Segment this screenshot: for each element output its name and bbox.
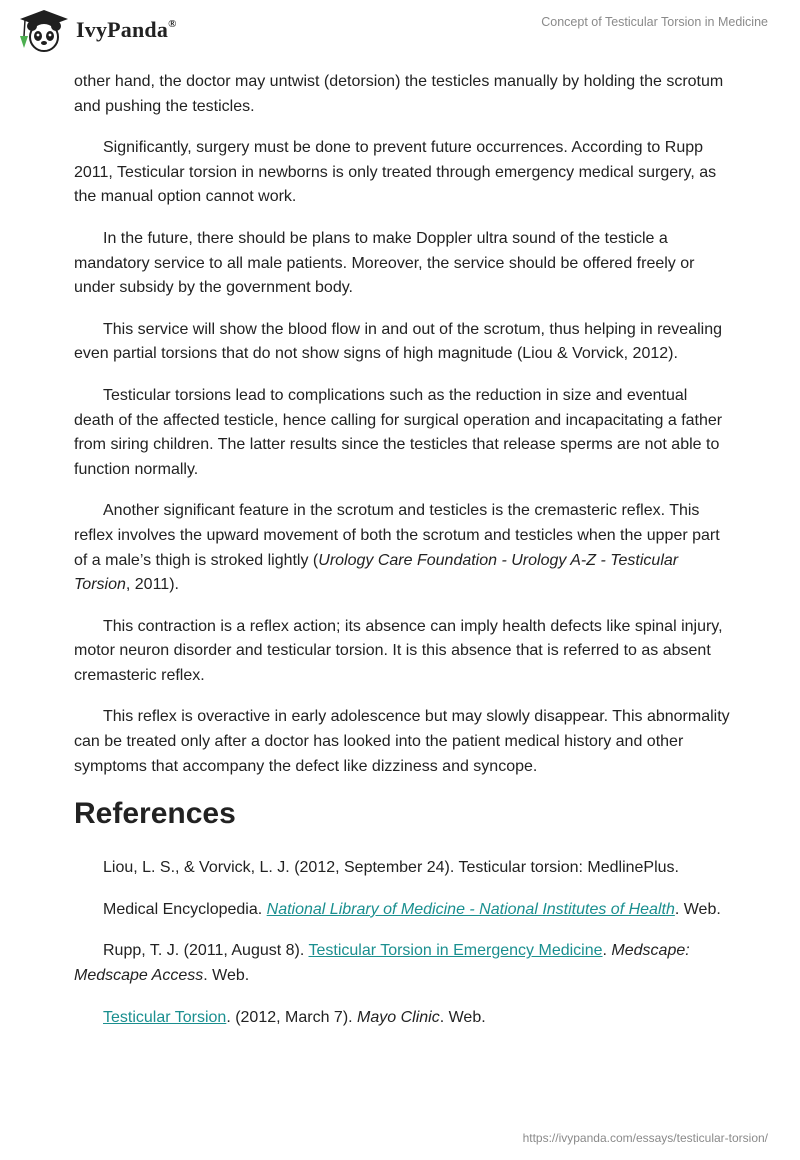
reference-2-end: . Web. bbox=[674, 900, 721, 918]
references-heading: References bbox=[74, 797, 236, 831]
reference-4-source: Mayo Clinic bbox=[357, 1008, 440, 1026]
reference-3-sep: . bbox=[602, 942, 612, 960]
reference-4 bbox=[74, 1006, 730, 1031]
ivypanda-logo[interactable] bbox=[16, 8, 177, 52]
reference-3-source: Medscape: Medscape Access bbox=[74, 942, 690, 985]
paragraph-8: This reflex is overactive in early adolescence but may slowly disappear. This abnormality can be treated only after a doctor has looked into the patient medical history and other symptoms that accompany the defect like dizziness and syncope. bbox=[74, 708, 730, 775]
paragraph-6-year: , 2011). bbox=[125, 576, 179, 594]
paragraph-3: In the future, there should be plans to make Doppler ultra sound of the testicle a mandatory service to all male patients. Moreover, the service should be offered freely or under subsidy by the government body. bbox=[74, 229, 695, 297]
paragraph-7: This contraction is a reflex action; its absence can imply health defects like spinal injury, motor neuron disorder and testicular torsion. It is this absence that is referred to as absent cremasteric reflex. bbox=[74, 617, 723, 684]
brand-text: IvyPanda bbox=[76, 17, 169, 42]
paragraph-4: This service will show the blood flow in and out of the scrotum, thus helping in revealing even partial torsions that do not show signs of high magnitude (Liou & Vorvick, 2012). bbox=[74, 320, 722, 363]
paragraph-2: Significantly, surgery must be done to prevent future occurrences. According to Rupp 2011, Testicular torsion in newborns is only treated through emergency medical surgery, as the manual option cannot work. bbox=[74, 139, 717, 206]
reference-3-text: Rupp, T. J. (2011, August 8). bbox=[103, 942, 309, 960]
registered-mark: ® bbox=[168, 17, 177, 30]
reference-3 bbox=[74, 939, 730, 988]
reference-4-end: . Web. bbox=[439, 1008, 486, 1026]
essay-body bbox=[74, 70, 730, 1047]
reference-4-date: . (2012, March 7). bbox=[226, 1008, 358, 1026]
reference-2-text: Medical Encyclopedia. bbox=[103, 900, 267, 918]
reference-link-emergency-medicine[interactable]: Testicular Torsion in Emergency Medicine bbox=[308, 942, 603, 960]
reference-link-testicular-torsion[interactable]: Testicular Torsion bbox=[103, 1008, 227, 1026]
document-title: Concept of Testicular Torsion in Medicine bbox=[541, 15, 768, 29]
paragraph-6 bbox=[74, 499, 730, 597]
paragraph-1: other hand, the doctor may untwist (detorsion) the testicles manually by holding the scrotum and pushing the testicles. bbox=[74, 73, 724, 115]
reference-link-nlm-text: National Library of Medicine - National Institutes of Health bbox=[266, 900, 675, 918]
panda-graduate-icon bbox=[16, 8, 72, 52]
reference-3-end: . Web. bbox=[203, 967, 250, 985]
page-header bbox=[0, 0, 800, 70]
reference-2 bbox=[74, 898, 730, 923]
paragraph-6-text: Another significant feature in the scrotum and testicles is the cremasteric reflex. This reflex involves the upward movement of both the scrotum and testicles when the upper part of a male’s thigh is stroked lightly ( bbox=[74, 502, 720, 569]
paragraph-6-citation: Urology Care Foundation - Urology A-Z - Testicular Torsion bbox=[74, 551, 679, 594]
footer-url: https://ivypanda.com/essays/testicular-torsion/ bbox=[522, 1131, 768, 1145]
reference-link-nlm[interactable] bbox=[267, 901, 675, 918]
reference-1: Liou, L. S., & Vorvick, L. J. (2012, September 24). Testicular torsion: MedlinePlus. bbox=[103, 859, 679, 877]
brand-name bbox=[76, 17, 177, 43]
paragraph-5: Testicular torsions lead to complications such as the reduction in size and eventual death of the affected testicle, hence calling for surgical operation and incapacitating a father from siring children. The latter results since the testicles that release sperms are not able to function normally. bbox=[74, 386, 723, 478]
